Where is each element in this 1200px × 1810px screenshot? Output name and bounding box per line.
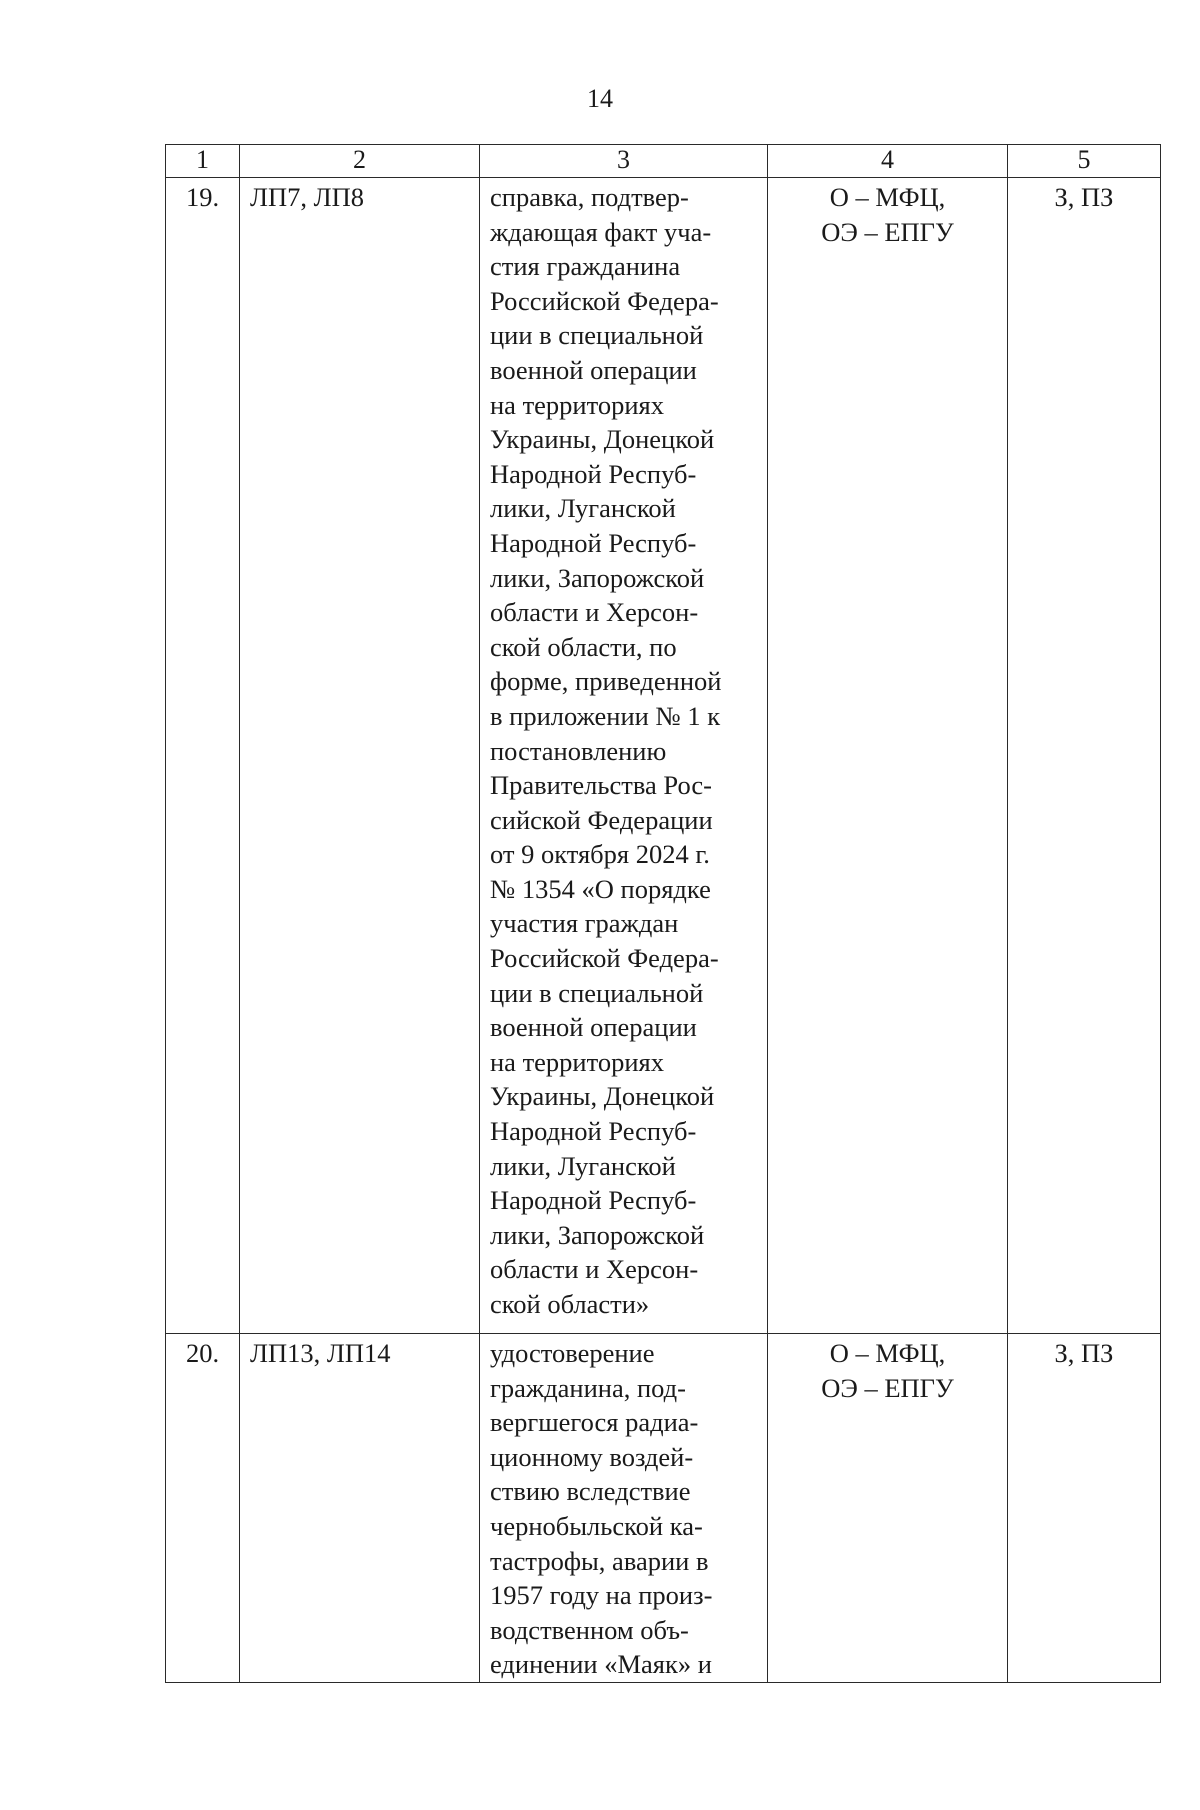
document-line: № 1354 «О порядке [490, 873, 711, 904]
column-header-5: 5 [1008, 145, 1161, 178]
document-line: лики, Луганской [490, 493, 676, 524]
document-line: ции в специальной [490, 977, 704, 1008]
document-line: справка, подтвер- [490, 182, 689, 212]
document-line: Народной Респуб- [490, 527, 697, 558]
document-line: тастрофы, аварии в [490, 1545, 709, 1576]
document-line: стия гражданина [490, 251, 681, 282]
form-line: О – МФЦ, [829, 182, 946, 212]
column-header-1: 1 [166, 145, 240, 178]
document-line: ждающая факт уча- [490, 216, 712, 247]
row-codes: ЛП7, ЛП8 [240, 178, 480, 1334]
documents-table [165, 144, 1161, 1683]
document-line: 1957 году на произ- [490, 1580, 713, 1611]
column-header-2: 2 [240, 145, 480, 178]
page-number: 14 [587, 84, 613, 113]
document-line: Народной Респуб- [490, 1116, 697, 1147]
form-line: ОЭ – ЕПГУ [821, 216, 954, 247]
document-line: ции в специальной [490, 320, 704, 351]
row-codes: ЛП13, ЛП14 [240, 1334, 480, 1683]
document-line: Российской Федера- [490, 943, 719, 974]
document-line: ствию вследствие [490, 1476, 691, 1507]
document-line: на территориях [490, 389, 664, 420]
document-line: единении «Маяк» и [490, 1649, 712, 1680]
document-line: военной операции [490, 354, 697, 385]
document-line: Украины, Донецкой [490, 424, 715, 455]
row-document-description [480, 1334, 768, 1683]
form-line: О – МФЦ, [829, 1338, 946, 1368]
document-line: военной операции [490, 1012, 697, 1043]
document-line: области и Херсон- [490, 597, 699, 628]
table-row [166, 178, 1161, 1334]
document-line: форме, приведенной [490, 666, 722, 697]
document-line: на территориях [490, 1046, 664, 1077]
row-number: 19. [166, 178, 240, 1334]
document-line: Российской Федера- [490, 285, 719, 316]
row-document-description [480, 178, 768, 1334]
column-header-3: 3 [480, 145, 768, 178]
document-line: области и Херсон- [490, 1254, 699, 1285]
document-line: вергшегося радиа- [490, 1407, 699, 1438]
document-line: удостоверение [490, 1338, 655, 1368]
document-line: гражданина, под- [490, 1372, 686, 1403]
document-line: участия граждан [490, 908, 679, 939]
document-line: ской области» [490, 1289, 650, 1319]
document-line: Народной Респуб- [490, 1185, 697, 1216]
row-number: 20. [166, 1334, 240, 1683]
document-line: лики, Запорожской [490, 1219, 705, 1250]
row-action: З, ПЗ [1008, 1334, 1161, 1683]
document-line: ской области, по [490, 631, 677, 662]
document-line: водственном объ- [490, 1614, 689, 1645]
document-line: сийской Федерации [490, 804, 713, 835]
document-line: от 9 октября 2024 г. [490, 839, 710, 870]
document-line: Украины, Донецкой [490, 1081, 715, 1112]
document-line: постановлению [490, 735, 667, 766]
document-line: чернобыльской ка- [490, 1510, 703, 1541]
document-line: лики, Луганской [490, 1150, 676, 1181]
row-submission-form [768, 178, 1008, 1334]
document-line: Народной Респуб- [490, 458, 697, 489]
row-submission-form [768, 1334, 1008, 1683]
form-line: ОЭ – ЕПГУ [821, 1372, 954, 1403]
table-row [166, 1334, 1161, 1683]
row-action: З, ПЗ [1008, 178, 1161, 1334]
column-header-4: 4 [768, 145, 1008, 178]
document-line: в приложении № 1 к [490, 700, 721, 731]
document-line: лики, Запорожской [490, 562, 705, 593]
table-header-row [166, 145, 1161, 178]
document-line: ционному воздей- [490, 1441, 694, 1472]
document-line: Правительства Рос- [490, 770, 712, 801]
